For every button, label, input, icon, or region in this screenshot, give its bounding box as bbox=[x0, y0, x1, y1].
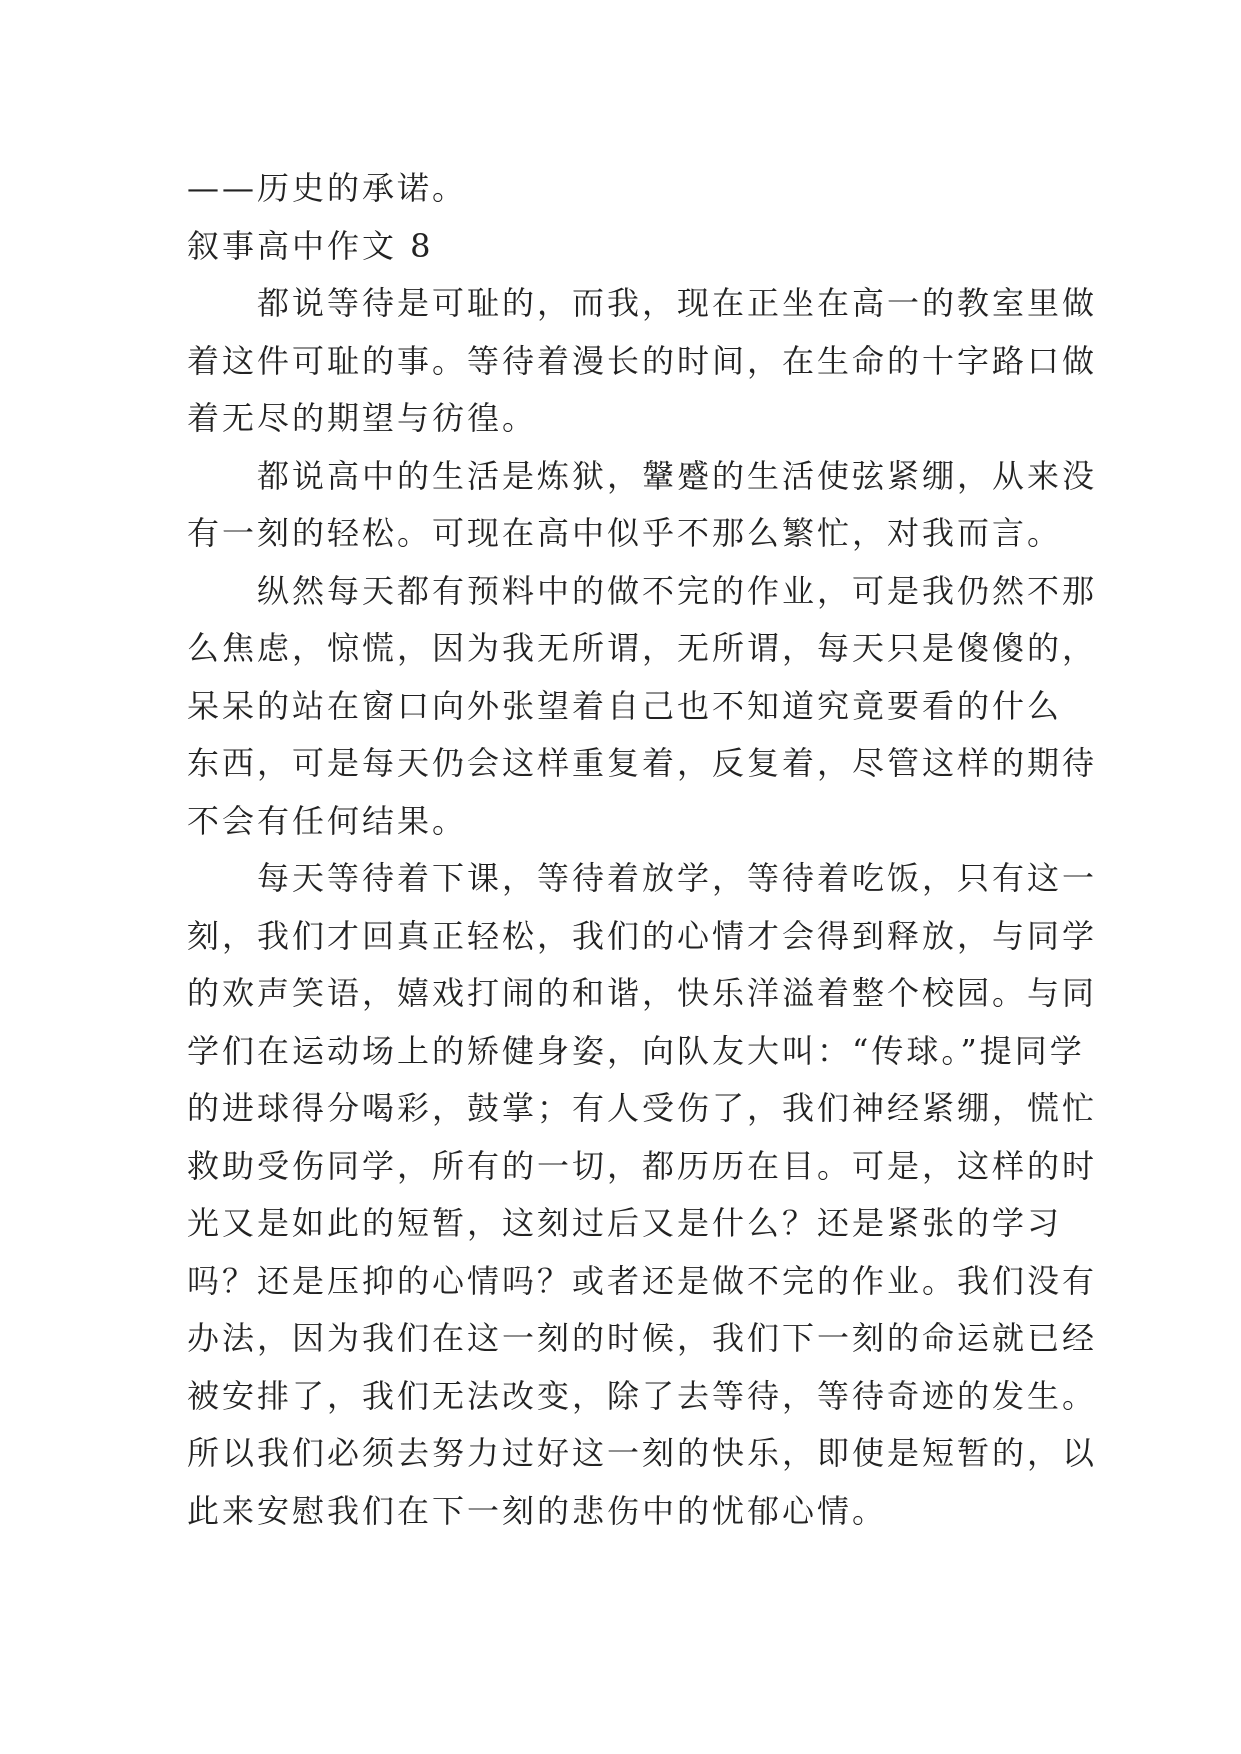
text-line: 救助受伤同学，所有的一切，都历历在目。可是，这样的时 bbox=[187, 1146, 1098, 1185]
text-line: 办法，因为我们在这一刻的时候，我们下一刻的命运就已经 bbox=[187, 1319, 1098, 1357]
text-line: 被安排了，我们无法改变，除了去等待，等待奇迹的发生。 bbox=[187, 1376, 1098, 1415]
text-line: 所以我们必须去努力过好这一刻的快乐，即使是短暂的，以 bbox=[187, 1434, 1098, 1472]
text-line: 吗？还是压抑的心情吗？或者还是做不完的作业。我们没有 bbox=[187, 1261, 1098, 1300]
text-line: 光又是如此的短暂，这刻过后又是什么？还是紧张的学习 bbox=[187, 1204, 1063, 1242]
text-line: 不会有任何结果。 bbox=[187, 801, 468, 840]
text-line: 着这件可耻的事。等待着漫长的时间，在生命的十字路口做 bbox=[187, 341, 1098, 380]
text-line: 着无尽的期望与彷徨。 bbox=[187, 399, 538, 437]
text-line: 纵然每天都有预料中的做不完的作业，可是我仍然不那 bbox=[187, 571, 1098, 610]
text-line: 么焦虑，惊慌，因为我无所谓，无所谓，每天只是傻傻的， bbox=[187, 629, 1098, 667]
text-line: 刻，我们才回真正轻松，我们的心情才会得到释放，与同学 bbox=[187, 916, 1098, 955]
text-line: ——历史的承诺。 bbox=[187, 169, 468, 207]
text-line: 都说高中的生活是炼狱，鞶蹙的生活使弦紧绷，从来没 bbox=[187, 456, 1098, 495]
document-body bbox=[187, 160, 1098, 1540]
text-line: 每天等待着下课，等待着放学，等待着吃饭，只有这一 bbox=[187, 859, 1098, 897]
text-line: 都说等待是可耻的，而我，现在正坐在高一的教室里做 bbox=[187, 284, 1098, 322]
text-line: 此来安慰我们在下一刻的悲伤中的忧郁心情。 bbox=[187, 1491, 888, 1530]
text-line: 的欢声笑语，嬉戏打闹的和谐，快乐洋溢着整个校园。与同 bbox=[187, 974, 1098, 1012]
text-line: 的进球得分喝彩，鼓掌；有人受伤了，我们神经紧绷，慌忙 bbox=[187, 1089, 1098, 1127]
text-line: 有一刻的轻松。可现在高中似乎不那么繁忙，对我而言。 bbox=[187, 514, 1063, 552]
text-line: 学们在运动场上的矫健身姿，向队友大叫：“传球。”提同学 bbox=[187, 1031, 1085, 1070]
text-line: 呆呆的站在窗口向外张望着自己也不知道究竟要看的什么 bbox=[187, 686, 1063, 725]
text-line: 东西，可是每天仍会这样重复着，反复着，尽管这样的期待 bbox=[187, 744, 1098, 782]
section-heading: 叙事高中作文 8 bbox=[187, 226, 434, 265]
